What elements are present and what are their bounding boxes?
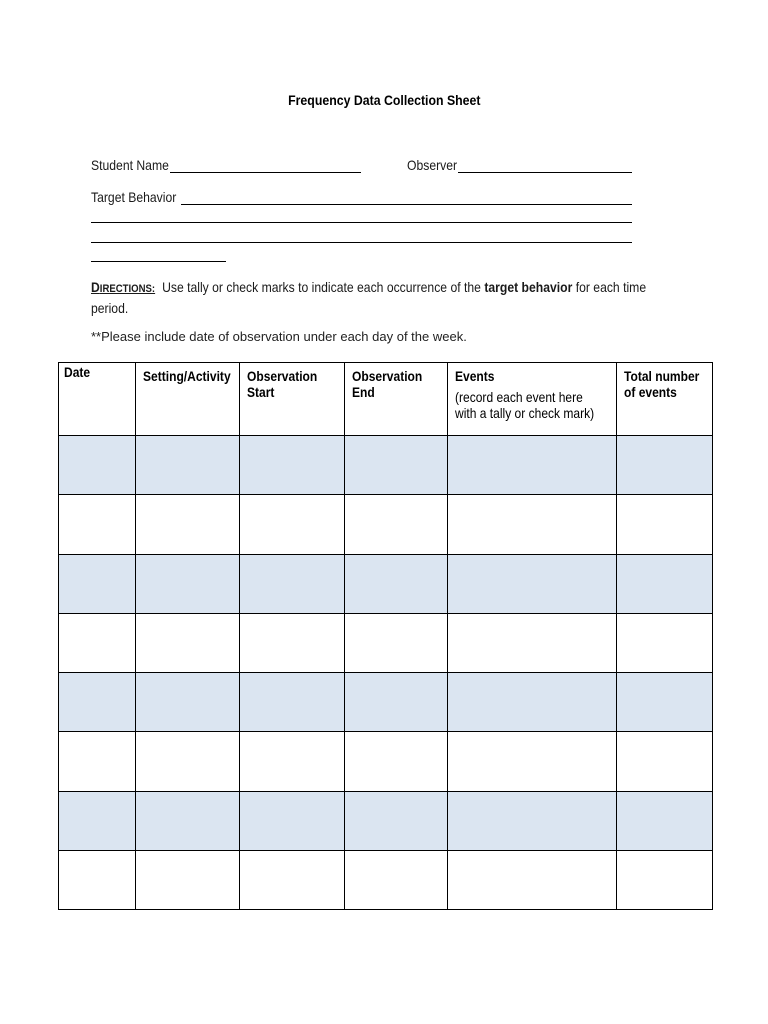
table-cell-observation-start (240, 495, 345, 554)
table-cell-setting-activity (136, 791, 240, 850)
table-cell-setting-activity (136, 732, 240, 791)
table-cell-observation-start (240, 436, 345, 495)
table-cell-date (59, 851, 136, 910)
target-behavior-blank (181, 204, 632, 205)
table-row (59, 436, 713, 495)
table-cell-events (448, 673, 617, 732)
target-behavior-line (91, 222, 632, 223)
table-cell-total-events (617, 495, 713, 554)
table-cell-date (59, 436, 136, 495)
table-cell-events (448, 791, 617, 850)
table-cell-total-events (617, 673, 713, 732)
table-cell-events (448, 436, 617, 495)
header-observation-start-label: Observation Start (247, 368, 318, 400)
table-cell-total-events (617, 851, 713, 910)
table-row (59, 791, 713, 850)
table-row (59, 673, 713, 732)
table-cell-events (448, 851, 617, 910)
table-cell-observation-start (240, 732, 345, 791)
table-cell-observation-end (345, 673, 448, 732)
table-cell-events (448, 613, 617, 672)
table-cell-setting-activity (136, 851, 240, 910)
table-cell-observation-end (345, 732, 448, 791)
table-cell-setting-activity (136, 436, 240, 495)
table-cell-observation-end (345, 851, 448, 910)
table-cell-total-events (617, 613, 713, 672)
table-row (59, 495, 713, 554)
table-body (59, 436, 713, 910)
table-cell-observation-end (345, 436, 448, 495)
table-cell-observation-start (240, 554, 345, 613)
table-cell-setting-activity (136, 673, 240, 732)
table-cell-observation-end (345, 495, 448, 554)
table-cell-observation-end (345, 613, 448, 672)
table-cell-total-events (617, 732, 713, 791)
table-cell-events (448, 495, 617, 554)
header-observation-end (345, 363, 448, 436)
target-behavior-line (91, 242, 632, 243)
title-row (0, 92, 768, 110)
directions-text-before: Use tally or check marks to indicate each occurrence of the (162, 279, 481, 295)
table-cell-observation-start (240, 791, 345, 850)
directions-emphasis: target behavior (484, 279, 573, 295)
target-behavior-line (91, 261, 226, 262)
table-cell-setting-activity (136, 554, 240, 613)
directions-text-after: for each time period. (91, 279, 647, 316)
table-cell-date (59, 554, 136, 613)
header-events (448, 363, 617, 436)
student-name-blank (170, 172, 361, 173)
table-cell-date (59, 495, 136, 554)
frequency-table (58, 362, 713, 910)
observer-blank (458, 172, 632, 173)
student-name-label: Student Name (91, 157, 169, 173)
table-row (59, 613, 713, 672)
observation-date-note: **Please include date of observation under each day of the week. (91, 329, 467, 344)
table-cell-total-events (617, 554, 713, 613)
header-events-label: Events (455, 368, 495, 384)
header-total-events (617, 363, 713, 436)
directions (91, 278, 661, 318)
table-cell-setting-activity (136, 495, 240, 554)
table-row (59, 851, 713, 910)
observer-label: Observer (407, 157, 458, 173)
header-setting-activity-label: Setting/Activity (143, 368, 231, 384)
table-cell-date (59, 732, 136, 791)
header-date-label: Date (64, 364, 91, 380)
header-total-events-label: Total number of events (624, 368, 700, 400)
table-cell-total-events (617, 436, 713, 495)
table-cell-observation-start (240, 851, 345, 910)
table-cell-date (59, 791, 136, 850)
header-date (59, 363, 136, 436)
table-header-row (59, 363, 713, 436)
header-observation-end-label: Observation End (352, 368, 423, 400)
table-cell-total-events (617, 791, 713, 850)
header-setting-activity (136, 363, 240, 436)
table-cell-observation-start (240, 673, 345, 732)
table-cell-date (59, 673, 136, 732)
table-cell-date (59, 613, 136, 672)
table-cell-events (448, 554, 617, 613)
header-events-note: (record each event here with a tally or check mark) (455, 389, 595, 421)
table-row (59, 732, 713, 791)
target-behavior-label: Target Behavior (91, 189, 177, 205)
table-cell-events (448, 732, 617, 791)
table-cell-setting-activity (136, 613, 240, 672)
header-observation-start (240, 363, 345, 436)
directions-label: DIRECTIONS: (91, 279, 156, 295)
table-cell-observation-end (345, 791, 448, 850)
page-title: Frequency Data Collection Sheet (287, 92, 481, 108)
table-cell-observation-start (240, 613, 345, 672)
table-cell-observation-end (345, 554, 448, 613)
table-row (59, 554, 713, 613)
